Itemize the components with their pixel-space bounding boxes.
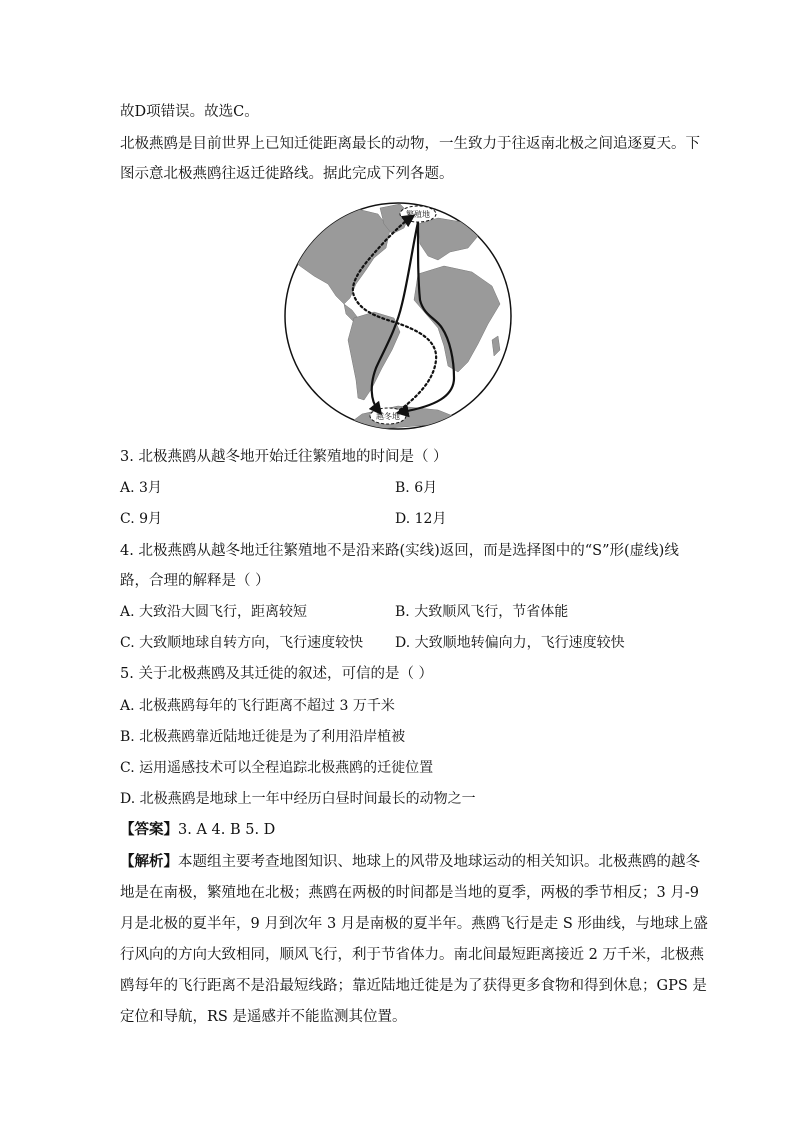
intro-line-2: 图示意北极燕鸥往返迁徙路线。据此完成下列各题。 (120, 166, 454, 182)
intro-line-1: 北极燕鸥是目前世界上已知迁徙距离最长的动物，一生致力于往返南北极之间追逐夏天。下 (120, 136, 700, 152)
q4-option-d: D. 大致顺地转偏向力，飞行速度较快 (395, 635, 625, 651)
globe-map (278, 200, 518, 432)
q5-option-d: D. 北极燕鸥是地球上一年中经历白昼时间最长的动物之一 (120, 791, 476, 807)
analysis-text-1: 本题组主要考查地图知识、地球上的风带及地球运动的相关知识。北极燕鸥的越冬 (178, 854, 700, 870)
analysis-line-5: 鸥每年的飞行距离不是沿最短线路；靠近陆地迁徙是为了获得更多食物和得到休息；GPS 是 (120, 978, 707, 994)
question-4-stem-line-2: 路，合理的解释是（ ） (120, 573, 270, 589)
analysis-line-4: 行风向的方向大致相同，顺风飞行，利于节省体力。南北间最短距离接近 2 万千米，北极燕 (120, 947, 704, 963)
analysis-line-1 (120, 852, 700, 872)
analysis-line-3: 月是北极的夏半年，9 月到次年 3 月是南极的夏半年。燕鸥飞行是走 S 形曲线，与地球上盛 (120, 916, 708, 932)
question-3-stem: 3. 北极燕鸥从越冬地开始迁往繁殖地的时间是（ ） (120, 449, 448, 465)
q3-option-d: D. 12月 (395, 511, 447, 527)
analysis-tag: 【解析】 (120, 853, 178, 870)
q3-option-c: C. 9月 (120, 511, 163, 527)
q3-option-b: B. 6月 (395, 480, 438, 496)
q4-option-a: A. 大致沿大圆飞行，距离较短 (120, 604, 308, 620)
q4-option-c: C. 大致顺地球自转方向，飞行速度较快 (120, 635, 364, 651)
question-5-stem: 5. 关于北极燕鸥及其迁徙的叙述，可信的是（ ） (120, 666, 434, 682)
previous-conclusion: 故D项错误。故选C。 (120, 104, 259, 120)
analysis-line-2: 地是在南极，繁殖地在北极；燕鸥在两极的时间都是当地的夏季，两极的季节相反；3 月-9 (120, 885, 699, 901)
q3-option-a: A. 3月 (120, 480, 162, 496)
analysis-line-6: 定位和导航，RS 是遥感并不能监测其位置。 (120, 1009, 407, 1025)
q5-option-c: C. 运用遥感技术可以全程追踪北极燕鸥的迁徙位置 (120, 760, 434, 776)
q5-option-b: B. 北极燕鸥靠近陆地迁徙是为了利用沿岸植被 (120, 729, 406, 745)
answer-line (120, 820, 275, 840)
migration-map-figure (278, 200, 518, 432)
breeding-ground-label: 繁殖地 (406, 210, 430, 219)
wintering-ground-label: 越冬地 (376, 412, 400, 421)
q5-option-a: A. 北极燕鸥每年的飞行距离不超过 3 万千米 (120, 698, 395, 714)
question-4-stem-line-1: 4. 北极燕鸥从越冬地迁往繁殖地不是沿来路(实线)返回，而是选择图中的“S”形(虚线)线 (120, 543, 679, 559)
answer-tag: 【答案】 (120, 821, 178, 838)
q4-option-b: B. 大致顺风飞行，节省体能 (395, 604, 569, 620)
answer-text: 3. A 4. B 5. D (178, 822, 276, 838)
